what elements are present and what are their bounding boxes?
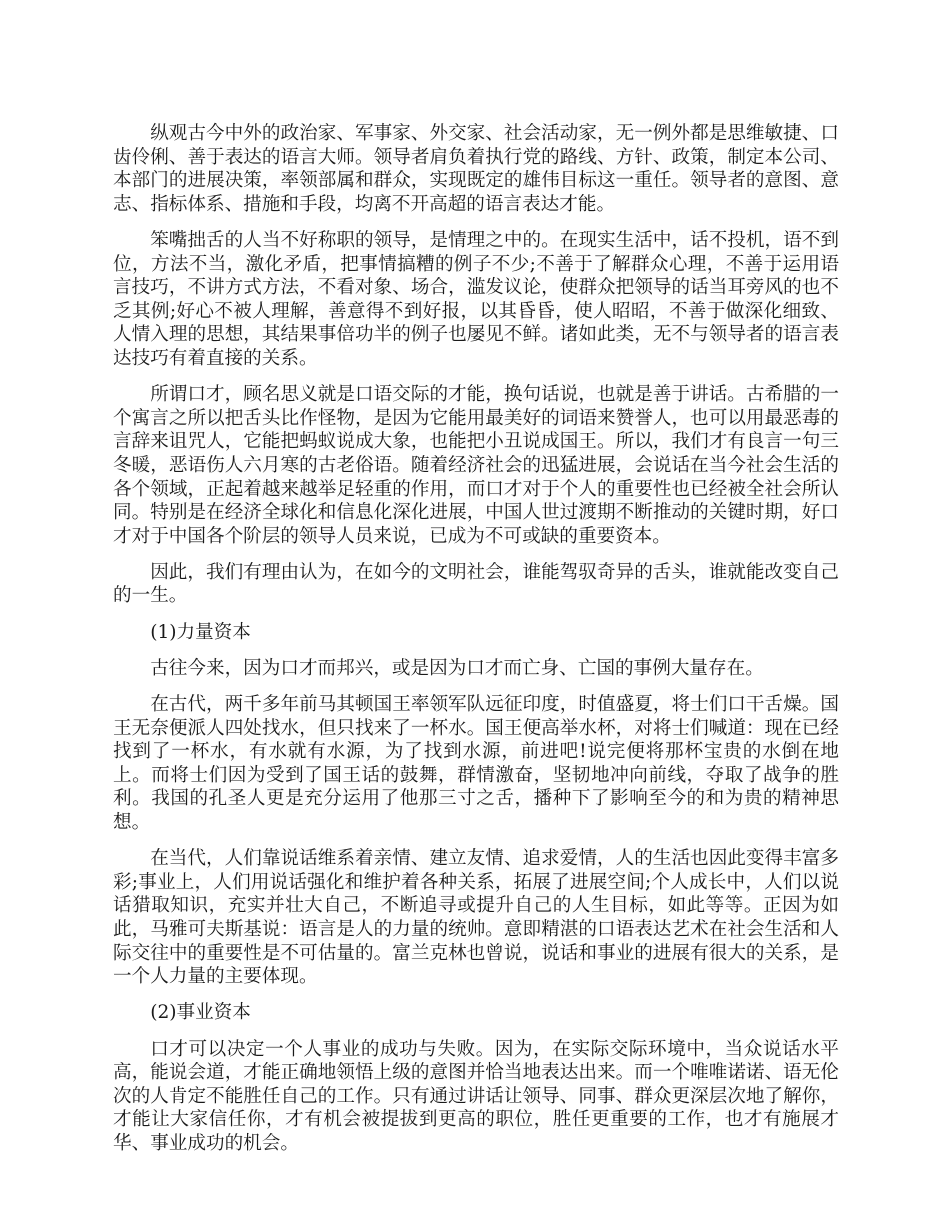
paragraph-eloquence-definition: 所谓口才，顾名思义就是口语交际的才能，换句话说，也就是善于讲话。古希腊的一个寓言之所以把舌头比作怪物，是因为它能用最美好的词语来赞誉人，也可以用最恶毒的言辞来诅咒人，它能把蚂蚁说成大象，也能把小丑说成国王。所以，我们才有良言一句三冬暖，恶语伤人六月寒的古老俗语。随着经济社会的迅猛进展，会说话在当今社会生活的各个领域，正起着越来越举足轻重的作用，而口才对于个人的重要性也已经被全社会所认同。特别是在经济全球化和信息化深化进展，中国人世过渡期不断推动的关键时期，好口才对于中国各个阶层的领导人员来说，已成为不可或缺的重要资本。	[113, 384, 839, 547]
paragraph-ancient-times: 在古代，两千多年前马其顿国王率领军队远征印度，时值盛夏，将士们口干舌燥。国王无奈便派人四处找水，但只找来了一杯水。国王便高举水杯，对将士们喊道：现在已经找到了一杯水，有水就有水源，为了找到水源，前进吧!说完便将那杯宝贵的水倒在地上。而将士们因为受到了国王话的鼓舞，群情激奋，坚韧地冲向前线，夺取了战争的胜利。我国的孔圣人更是充分运用了他那三寸之舌，播种下了影响至今的和为贵的精神思想。	[113, 694, 839, 833]
section-heading-power-capital: (1)力量资本	[150, 621, 251, 643]
paragraph-clumsy-speech: 笨嘴拙舌的人当不好称职的领导，是情理之中的。在现实生活中，话不投机，语不到位，方法不当，激化矛盾，把事情搞糟的例子不少;不善于了解群众心理，不善于运用语言技巧，不讲方式方法，不看对象、场合，滥发议论，使群众把领导的话当耳旁风的也不乏其例;好心不被人理解，善意得不到好报，以其昏昏，使人昭昭，不善于做深化细致、人情入理的思想，其结果事倍功半的例子也屡见不鲜。诸如此类，无不与领导者的语言表达技巧有着直接的关系。	[113, 229, 839, 369]
document-body	[113, 122, 839, 1168]
paragraph-history-examples: 古往今来，因为口才而邦兴，或是因为口才而亡身、亡国的事例大量存在。	[150, 657, 764, 679]
paragraph-intro: 纵观古今中外的政治家、军事家、外交家、社会活动家，无一例外都是思维敏捷、口齿伶俐、善于表达的语言大师。领导者肩负着执行党的路线、方针、政策，制定本公司、本部门的进展决策，率领部属和群众，实现既定的雄伟目标这一重任。领导者的意图、意志、指标体系、措施和手段，均离不开高超的语言表达才能。	[113, 123, 839, 215]
paragraph-conclusion: 因此，我们有理由认为，在如今的文明社会，谁能驾驭奇异的舌头，谁就能改变自己的一生。	[113, 561, 839, 607]
paragraph-modern-times: 在当代，人们靠说话维系着亲情、建立友情、追求爱情，人的生活也因此变得丰富多彩;事业上，人们用说话强化和维护着各种关系，拓展了进展空间;个人成长中，人们以说话猎取知识，充实并壮大自己，不断追寻或提升自己的人生目标，如此等等。正因为如此，马雅可夫斯基说：语言是人的力量的统帅。意即精湛的口语表达艺术在社会生活和人际交往中的重要性是不可估量的。富兰克林也曾说，说话和事业的进展有很大的关系，是一个人力量的主要体现。	[113, 848, 839, 988]
paragraph-career-success: 口才可以决定一个人事业的成功与失败。因为，在实际交际环境中，当众说话水平高，能说会道，才能正确地领悟上级的意图并恰当地表达出来。而一个唯唯诺诺、语无伦次的人肯定不能胜任自己的工作。只有通过讲话让领导、同事、群众更深层次地了解你，才能让大家信任你，才有机会被提拔到更高的职位，胜任更重要的工作，也才有施展才华、事业成功的机会。	[113, 1038, 839, 1154]
section-heading-career-capital: (2)事业资本	[150, 1002, 251, 1024]
